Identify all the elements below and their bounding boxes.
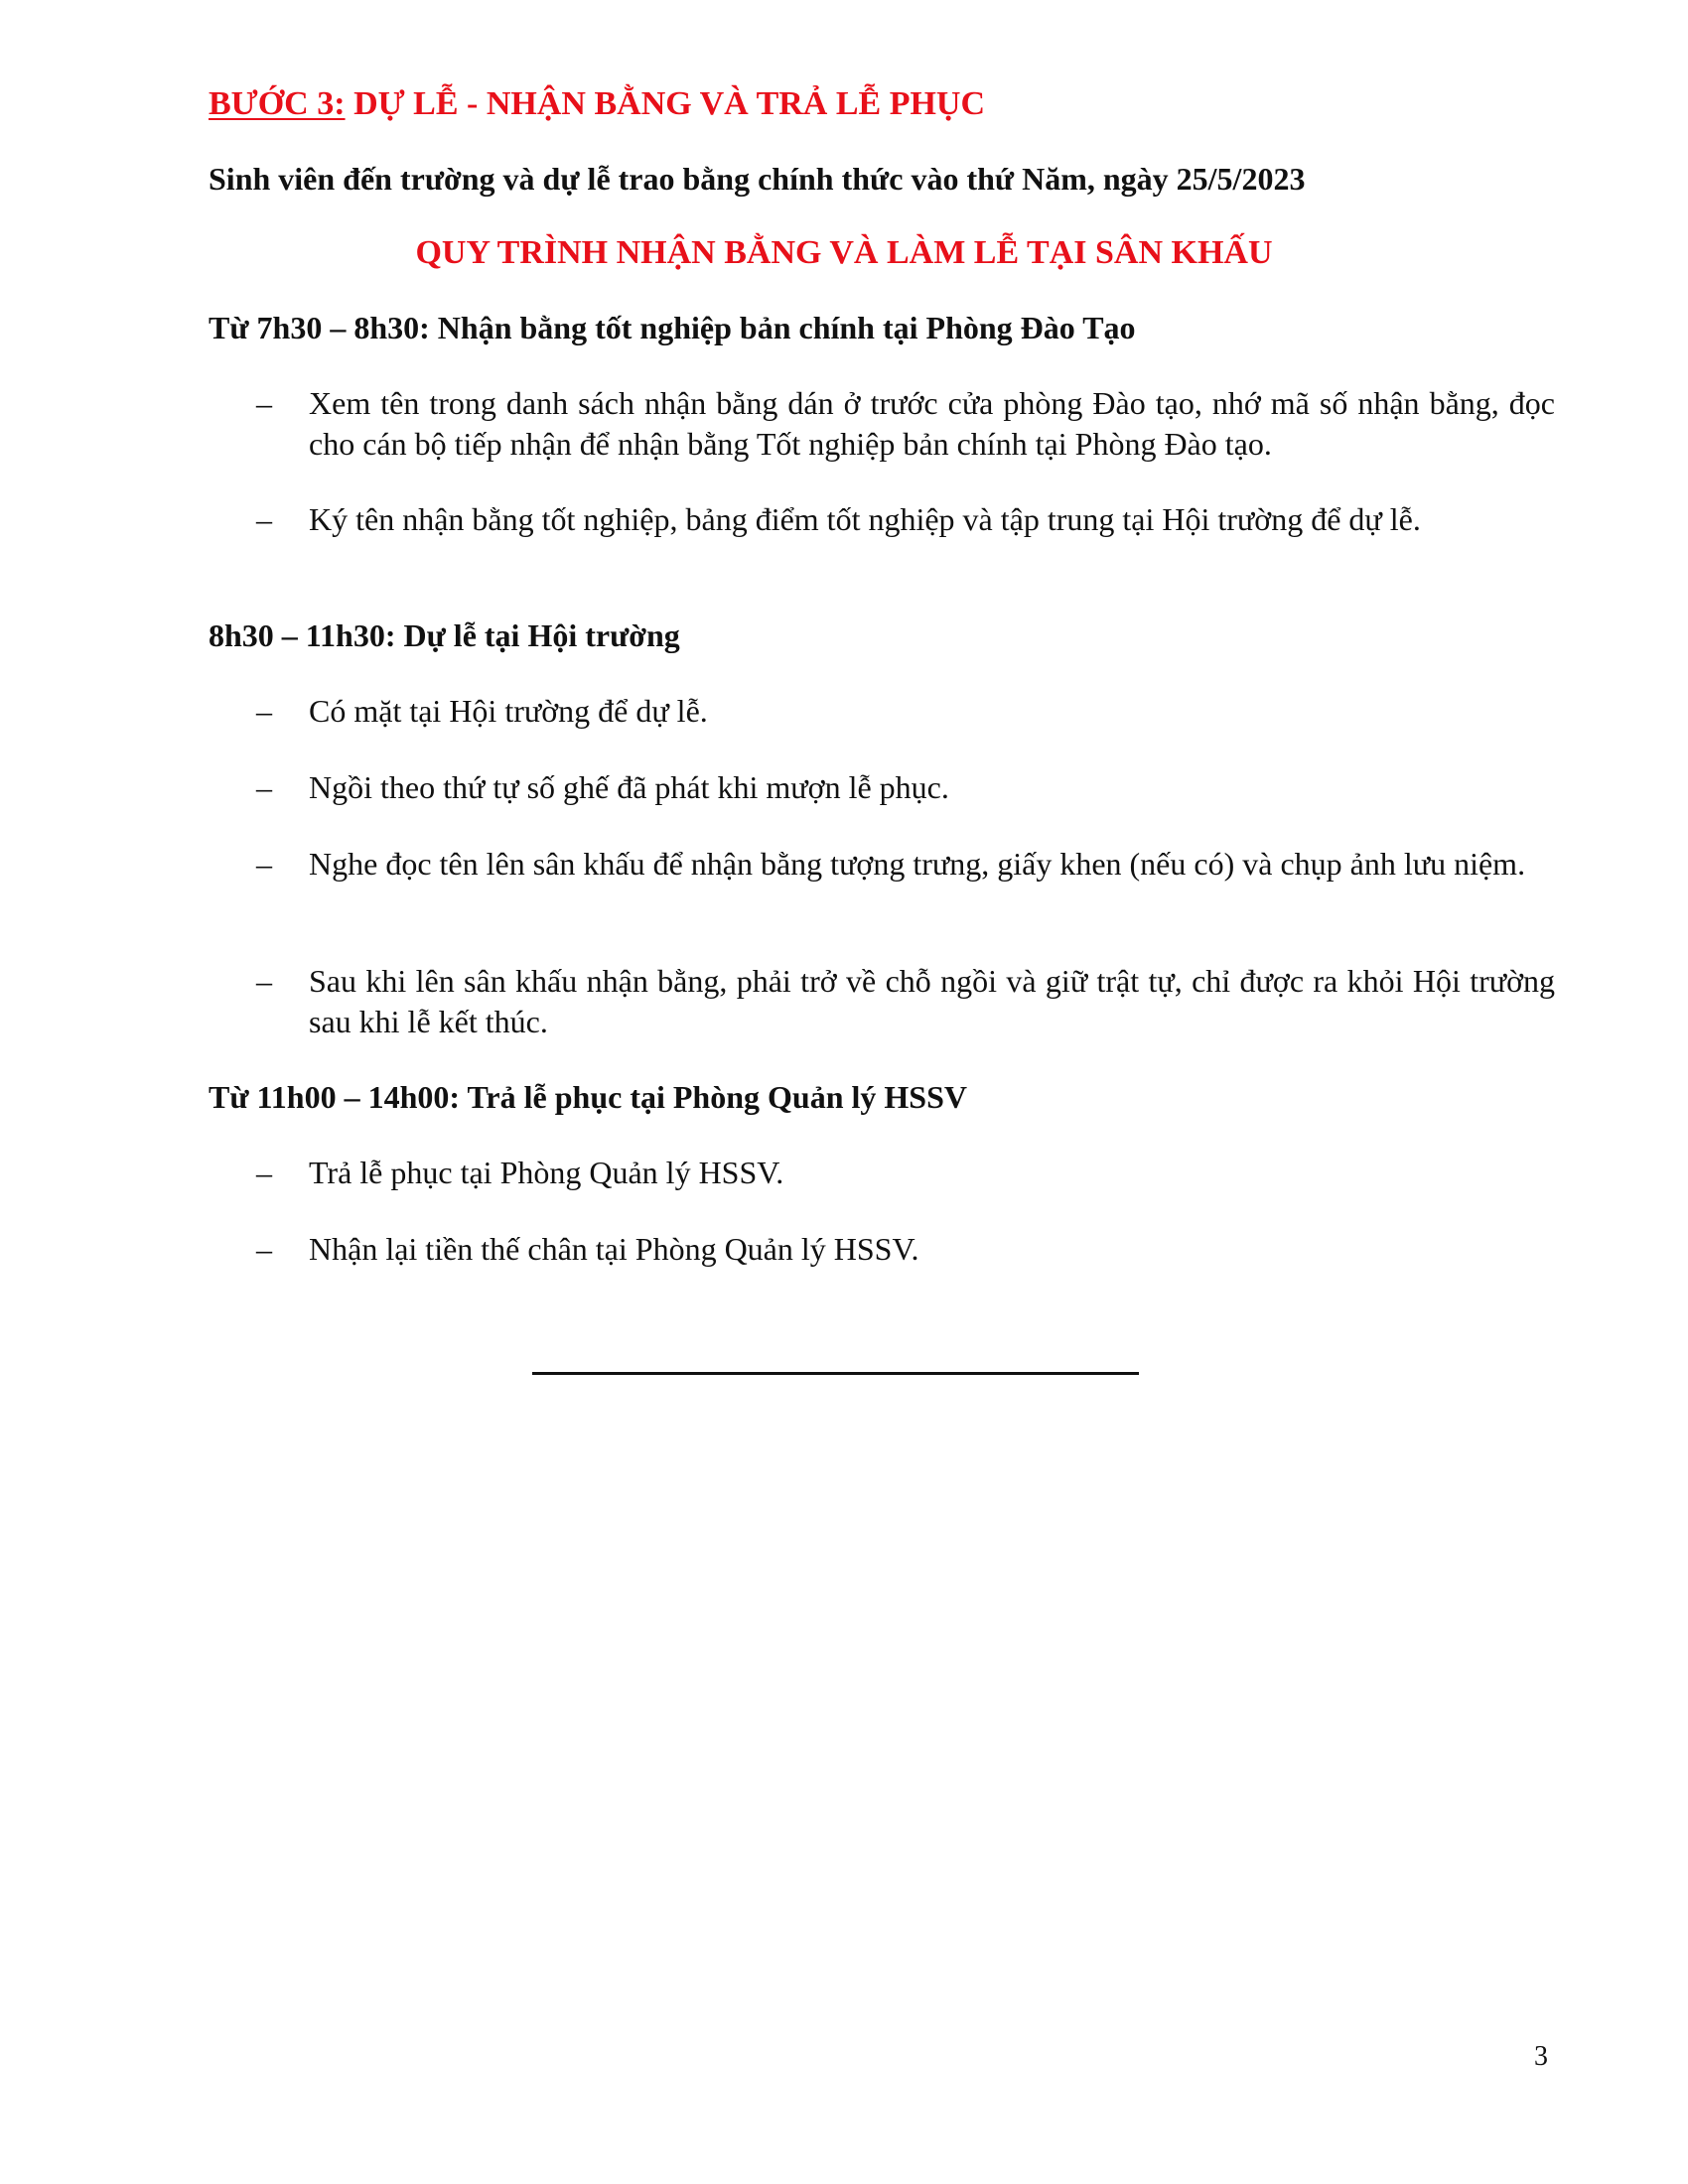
list-item-text: Ký tên nhận bằng tốt nghiệp, bảng điểm tốt nghiệp và tập trung tại Hội trường để dự lễ.: [309, 501, 1421, 537]
list-item-text: Sau khi lên sân khấu nhận bằng, phải trở về chỗ ngồi và giữ trật tự, chỉ được ra khỏi Hội trường sau khi lễ kết thúc.: [309, 963, 1555, 1039]
bullet-dash: –: [256, 963, 272, 999]
horizontal-rule: [532, 1372, 1139, 1375]
step-title: DỰ LỄ - NHẬN BẰNG VÀ TRẢ LỄ PHỤC: [345, 85, 986, 122]
list-item-text: Có mặt tại Hội trường để dự lễ.: [309, 693, 708, 729]
section-title-1: 8h30 – 11h30: Dự lễ tại Hội trường: [209, 617, 680, 653]
page-number: 3: [1534, 2041, 1548, 2072]
section-title-0: Từ 7h30 – 8h30: Nhận bằng tốt nghiệp bản chính tại Phòng Đào Tạo: [209, 310, 1136, 345]
step-heading: [209, 85, 985, 123]
list-item: [256, 691, 1555, 732]
list-item-text: Xem tên trong danh sách nhận bằng dán ở trước cửa phòng Đào tạo, nhớ mã số nhận bằng, đọc cho cán bộ tiếp nhận để nhận bằng Tốt nghiệp bản chính tại Phòng Đào tạo.: [309, 385, 1555, 462]
list-item-text: Trả lễ phục tại Phòng Quản lý HSSV.: [309, 1155, 784, 1190]
list-item-text: Nghe đọc tên lên sân khấu để nhận bằng tượng trưng, giấy khen (nếu có) và chụp ảnh lưu niệm.: [309, 846, 1526, 882]
list-item: [256, 844, 1555, 885]
list-item-text: Nhận lại tiền thế chân tại Phòng Quản lý HSSV.: [309, 1231, 919, 1267]
bullet-dash: –: [256, 385, 272, 421]
bullet-dash: –: [256, 846, 272, 882]
list-item: [256, 383, 1555, 465]
list-item: [256, 961, 1555, 1042]
list-item: [256, 767, 1555, 808]
step-label: BƯỚC 3:: [209, 85, 346, 122]
bullet-dash: –: [256, 769, 272, 805]
intro-line: Sinh viên đến trường và dự lễ trao bằng chính thức vào thứ Năm, ngày 25/5/2023: [209, 161, 1306, 197]
procedure-title: QUY TRÌNH NHẬN BẰNG VÀ LÀM LỄ TẠI SÂN KHẤU: [415, 234, 1273, 271]
bullet-dash: –: [256, 501, 272, 537]
list-item: [256, 499, 1555, 540]
list-item: [256, 1153, 1555, 1193]
list-item-text: Ngồi theo thứ tự số ghế đã phát khi mượn lễ phục.: [309, 769, 949, 805]
bullet-dash: –: [256, 1231, 272, 1267]
bullet-dash: –: [256, 693, 272, 729]
bullet-dash: –: [256, 1155, 272, 1190]
section-title-2: Từ 11h00 – 14h00: Trả lễ phục tại Phòng Quản lý HSSV: [209, 1079, 967, 1115]
list-item: [256, 1229, 1555, 1270]
